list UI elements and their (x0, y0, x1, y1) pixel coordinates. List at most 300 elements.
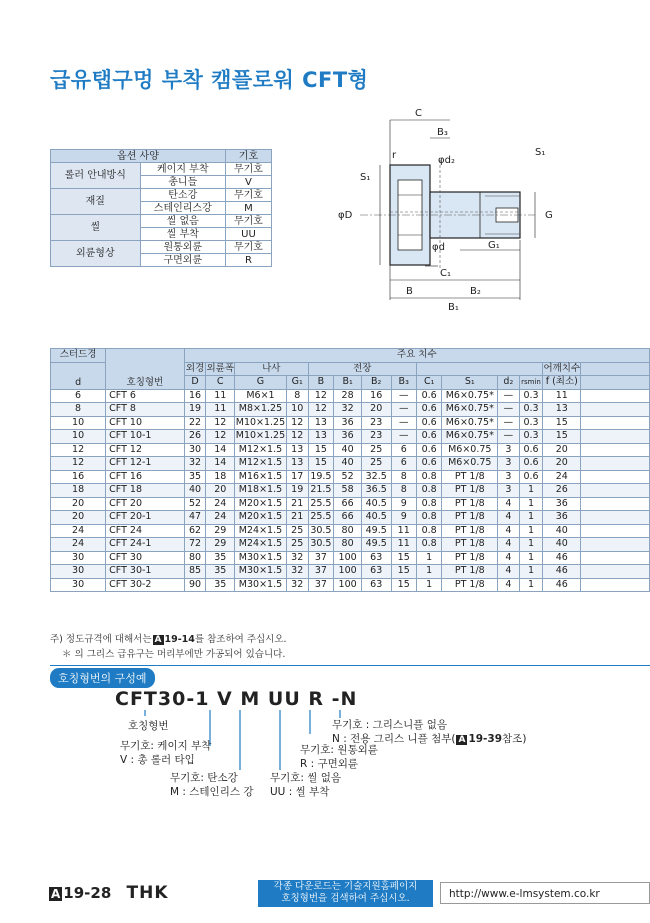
spec-cell: 32 (184, 457, 206, 471)
spec-cell: PT 1/8 (442, 565, 498, 579)
ref-page: 19-14 (164, 634, 195, 645)
spec-cell: 10 (51, 416, 106, 430)
spec-cell: 16 (361, 389, 391, 403)
spec-row (51, 470, 650, 484)
label-shape-1: 무기호: 원통외륜 (300, 744, 378, 756)
spec-cell: 17 (286, 470, 308, 484)
option-name: 스테인리스강 (140, 202, 225, 215)
spec-row (51, 511, 650, 525)
spec-cell: 49.5 (361, 524, 391, 538)
spec-cell: 15 (543, 416, 581, 430)
spec-cell: 1 (416, 551, 442, 565)
spec-cell: 0.8 (416, 524, 442, 538)
spec-cell: 0.6 (519, 470, 543, 484)
spec-row (51, 551, 650, 565)
spec-cell: 1 (519, 484, 543, 498)
spec-cell: 4 (498, 538, 519, 552)
spec-cell: PT 1/8 (442, 578, 498, 592)
spec-cell: 6 (391, 443, 416, 457)
spec-cell: 1 (519, 551, 543, 565)
spec-cell: 35 (206, 578, 235, 592)
spec-cell: 9 (391, 511, 416, 525)
option-name: 씰 없음 (140, 215, 225, 228)
spec-cell: 15 (391, 551, 416, 565)
label-nipple-2-suffix: 참조) (502, 733, 527, 745)
spec-cell-empty (581, 538, 650, 552)
spec-cell-model: CFT 20 (106, 497, 184, 511)
spec-cell: 4 (498, 565, 519, 579)
spec-cell: 0.6 (416, 389, 442, 403)
spec-cell: 16 (51, 470, 106, 484)
spec-cell: 12 (308, 389, 334, 403)
spec-col-C1: C₁ (416, 376, 442, 390)
spec-cell-model: CFT 18 (106, 484, 184, 498)
spec-cell: — (391, 389, 416, 403)
spec-cell: 63 (361, 551, 391, 565)
spec-header-d: d (51, 362, 106, 389)
spec-cell: 12 (286, 416, 308, 430)
spec-cell-empty (581, 524, 650, 538)
spec-cell: 20 (51, 511, 106, 525)
spec-header-outer: 외경 (185, 362, 205, 374)
spec-header-width: 외륜폭 (206, 362, 234, 374)
spec-cell: 1 (519, 578, 543, 592)
spec-cell: 15 (391, 565, 416, 579)
spec-col-D: D (184, 376, 206, 390)
spec-col-f-letter: f (545, 376, 550, 388)
spec-cell: — (498, 430, 519, 444)
spec-cell: 9 (391, 497, 416, 511)
spec-cell-empty (581, 470, 650, 484)
spec-cell: — (498, 403, 519, 417)
spec-cell: 1 (519, 524, 543, 538)
option-group: 롤러 안내방식 (51, 163, 141, 189)
spec-cell: 90 (184, 578, 206, 592)
dim-d2: φd₂ (438, 155, 455, 166)
spec-cell: 85 (184, 565, 206, 579)
spec-cell: 18 (206, 470, 235, 484)
spec-cell-empty (581, 511, 650, 525)
spec-cell: 100 (334, 565, 362, 579)
spec-col-B2: B₂ (361, 376, 391, 390)
spec-cell: 32 (286, 551, 308, 565)
spec-cell: 0.6 (416, 430, 442, 444)
spec-cell: — (498, 389, 519, 403)
spec-header-screw: 나사 (235, 362, 309, 376)
spec-cell-model: CFT 10 (106, 416, 184, 430)
spec-cell-empty (581, 430, 650, 444)
spec-cell: 12 (51, 443, 106, 457)
spec-cell: 10 (51, 430, 106, 444)
spec-cell: 11 (391, 538, 416, 552)
spec-cell: 0.3 (519, 403, 543, 417)
spec-cell: 11 (206, 389, 235, 403)
spec-cell: 30 (51, 565, 106, 579)
spec-cell: 0.6 (416, 403, 442, 417)
option-name: 총니들 (140, 176, 225, 189)
spec-cell-empty (581, 416, 650, 430)
note-1 (50, 631, 287, 645)
option-symbol: 무기호 (225, 241, 271, 254)
spec-cell: 12 (206, 416, 235, 430)
spec-cell: 1 (416, 565, 442, 579)
options-header-spec: 옵션 사양 (51, 150, 226, 163)
label-seal-2: UU : 씰 부착 (270, 786, 330, 798)
spec-cell: 0.8 (416, 497, 442, 511)
dim-G1: G₁ (488, 240, 500, 251)
spec-cell: 3 (498, 470, 519, 484)
spec-cell: 30.5 (308, 538, 334, 552)
spec-cell: 15 (308, 457, 334, 471)
spec-cell: PT 1/8 (442, 470, 498, 484)
spec-cell: 1 (519, 565, 543, 579)
dim-B: B (406, 286, 413, 297)
spec-cell: 4 (498, 551, 519, 565)
spec-cell: 36 (334, 430, 362, 444)
spec-cell: 4 (498, 578, 519, 592)
spec-cell: 24 (51, 524, 106, 538)
spec-cell: 25 (361, 443, 391, 457)
spec-cell: 80 (184, 551, 206, 565)
dim-d: φd (432, 242, 445, 253)
spec-cell-model: CFT 8 (106, 403, 184, 417)
spec-cell: 1 (519, 497, 543, 511)
spec-cell: M8×1.25 (235, 403, 287, 417)
spec-cell: 30 (51, 578, 106, 592)
page-number-text: 19-28 (63, 884, 112, 902)
label-material-2: M : 스테인리스 강 (170, 786, 254, 798)
spec-col-C: C (206, 376, 235, 390)
spec-cell: 24 (543, 470, 581, 484)
spec-cell: 40.5 (361, 497, 391, 511)
spec-cell: 47 (184, 511, 206, 525)
spec-col-S1: S₁ (442, 376, 498, 390)
spec-cell: 32 (286, 565, 308, 579)
spec-cell: 25.5 (308, 511, 334, 525)
spec-row (51, 457, 650, 471)
spec-row (51, 416, 650, 430)
spec-cell: PT 1/8 (442, 484, 498, 498)
download-notice-line-2: 호칭형번을 검색하여 주십시오. (281, 893, 410, 904)
spec-cell: M30×1.5 (235, 551, 287, 565)
page-a-badge: A (51, 887, 61, 901)
spec-cell: PT 1/8 (442, 538, 498, 552)
spec-cell: 32 (334, 403, 362, 417)
ref-page: 19-39 (468, 733, 503, 745)
label-model: 호칭형번 (128, 720, 169, 732)
spec-cell: PT 1/8 (442, 497, 498, 511)
spec-cell: 13 (543, 403, 581, 417)
spec-cell: 25 (286, 538, 308, 552)
spec-cell: 29 (206, 524, 235, 538)
page-title: 급유탭구멍 부착 캠플로워 CFT형 (50, 68, 369, 92)
spec-cell: 0.3 (519, 430, 543, 444)
spec-col-f (543, 376, 581, 390)
spec-cell: 52 (334, 470, 362, 484)
spec-cell: 46 (543, 565, 581, 579)
cam-follower-drawing (320, 100, 650, 315)
spec-cell: 36 (543, 497, 581, 511)
spec-cell: PT 1/8 (442, 524, 498, 538)
spec-cell: 11 (206, 403, 235, 417)
spec-row (51, 403, 650, 417)
spec-cell: 12 (206, 430, 235, 444)
spec-cell: 19 (286, 484, 308, 498)
label-material-1: 무기호: 탄소강 (170, 772, 238, 784)
dim-S1-right: S₁ (535, 147, 546, 158)
spec-col-G: G (235, 376, 287, 390)
spec-cell: 0.6 (416, 457, 442, 471)
spec-cell: 0.6 (416, 416, 442, 430)
website-link[interactable]: http://www.e-lmsystem.co.kr (440, 882, 650, 904)
spec-row (51, 565, 650, 579)
spec-cell: 22 (184, 416, 206, 430)
option-symbol: 무기호 (225, 189, 271, 202)
spec-cell: 25.5 (308, 497, 334, 511)
spec-cell: 80 (334, 538, 362, 552)
spec-cell: 8 (286, 389, 308, 403)
spec-cell: M16×1.5 (235, 470, 287, 484)
spec-cell: M6×0.75 (442, 457, 498, 471)
spec-col-rsmin: rsmin (519, 376, 543, 390)
spec-cell-model: CFT 24 (106, 524, 184, 538)
option-symbol: 무기호 (225, 163, 271, 176)
spec-cell: 30 (184, 443, 206, 457)
dim-r: r (392, 150, 397, 161)
spec-cell: M18×1.5 (235, 484, 287, 498)
spec-col-f-min: (최소) (552, 376, 578, 388)
spec-cell: 36 (334, 416, 362, 430)
spec-cell: M30×1.5 (235, 565, 287, 579)
spec-cell: 0.6 (519, 443, 543, 457)
spec-cell: 4 (498, 497, 519, 511)
spec-cell: 8 (51, 403, 106, 417)
spec-cell: 19.5 (308, 470, 334, 484)
spec-cell: 40 (184, 484, 206, 498)
spec-cell: 14 (206, 457, 235, 471)
spec-cell: 13 (286, 457, 308, 471)
spec-cell-empty (581, 389, 650, 403)
dim-C1: C₁ (440, 268, 451, 279)
spec-cell: 37 (308, 578, 334, 592)
label-nipple-1: 무기호 : 그리스니플 없음 (332, 719, 447, 731)
spec-cell: 26 (543, 484, 581, 498)
ref-a-badge: A (154, 635, 162, 645)
spec-cell: — (391, 403, 416, 417)
spec-cell: 24 (206, 511, 235, 525)
spec-cell: 0.3 (519, 389, 543, 403)
spec-cell: 36.5 (361, 484, 391, 498)
spec-cell: 0.8 (416, 470, 442, 484)
spec-cell: 52 (184, 497, 206, 511)
label-seal-1: 무기호: 씰 없음 (270, 772, 342, 784)
spec-cell-model: CFT 30-2 (106, 578, 184, 592)
spec-cell: 46 (543, 578, 581, 592)
spec-cell: 4 (498, 524, 519, 538)
spec-cell: 28 (334, 389, 362, 403)
spec-cell: 0.3 (519, 416, 543, 430)
dim-G: G (545, 210, 553, 221)
label-shape-2: R : 구면외륜 (300, 758, 359, 770)
spec-cell: 32.5 (361, 470, 391, 484)
spec-cell: 0.6 (519, 457, 543, 471)
spec-cell: M6×0.75* (442, 403, 498, 417)
spec-cell: 62 (184, 524, 206, 538)
spec-cell-empty (581, 497, 650, 511)
spec-cell: M6×0.75* (442, 389, 498, 403)
spec-cell: 8 (391, 470, 416, 484)
label-roller-1: 무기호: 케이지 부착 (120, 740, 212, 752)
dim-B2: B₂ (470, 286, 481, 297)
option-name: 케이지 부착 (140, 163, 225, 176)
spec-cell: 3 (498, 443, 519, 457)
spec-cell: 20 (543, 443, 581, 457)
option-symbol: 무기호 (225, 215, 271, 228)
spec-cell: M10×1.25 (235, 416, 286, 428)
spec-cell: M6×0.75* (442, 430, 498, 444)
note-2: ＊ 의 그리스 급유구는 머리부에만 가공되어 있습니다. (62, 649, 286, 660)
spec-cell: 0.8 (416, 484, 442, 498)
spec-cell: M10×1.25 (235, 430, 286, 442)
spec-cell: 20 (206, 484, 235, 498)
spec-cell: 100 (334, 578, 362, 592)
spec-cell: 8 (391, 484, 416, 498)
spec-cell: 29 (206, 538, 235, 552)
spec-cell: 25 (361, 457, 391, 471)
spec-cell: 12 (51, 457, 106, 471)
spec-cell: 25 (286, 524, 308, 538)
spec-cell: 15 (308, 443, 334, 457)
example-heading: 호칭형번의 구성예 (50, 668, 155, 688)
note-1-text: 주) 정도규격에 대해서는 (50, 634, 152, 645)
spec-cell: 35 (206, 551, 235, 565)
spec-cell: 14 (206, 443, 235, 457)
spec-cell: 26 (184, 430, 206, 444)
spec-table-body (51, 389, 650, 592)
spec-cell: 15 (391, 578, 416, 592)
spec-cell: 35 (206, 565, 235, 579)
note-1-suffix: 를 참조하여 주십시오. (194, 634, 287, 645)
spec-cell: 21.5 (308, 484, 334, 498)
spec-cell-model: CFT 12 (106, 443, 184, 457)
option-name: 탄소강 (140, 189, 225, 202)
spec-cell: 63 (361, 565, 391, 579)
spec-cell: M20×1.5 (235, 497, 287, 511)
spec-cell: PT 1/8 (442, 551, 498, 565)
spec-cell: 18 (51, 484, 106, 498)
spec-header-length: 전장 (308, 362, 416, 376)
spec-cell: 23 (361, 416, 391, 430)
spec-cell: 3 (498, 484, 519, 498)
spec-cell: 6 (51, 389, 106, 403)
spec-cell: 6 (391, 457, 416, 471)
spec-cell: 100 (334, 551, 362, 565)
spec-cell: 37 (308, 551, 334, 565)
spec-cell-empty (581, 551, 650, 565)
spec-row (51, 389, 650, 403)
spec-cell: 32 (286, 578, 308, 592)
spec-cell: 46 (543, 551, 581, 565)
spec-cell: 40 (543, 524, 581, 538)
spec-cell: 15 (543, 430, 581, 444)
download-notice-line-1: 각종 다운로드는 기술지원홈페이지 (273, 881, 418, 892)
spec-cell-model: CFT 24-1 (106, 538, 184, 552)
spec-cell: 21 (286, 511, 308, 525)
option-group: 씰 (51, 215, 141, 241)
brand-logo: THK (126, 883, 169, 903)
spec-cell: 3 (498, 457, 519, 471)
spec-cell-empty (581, 403, 650, 417)
dim-C: C (415, 108, 422, 119)
option-symbol: R (225, 254, 271, 267)
option-symbol: V (225, 176, 271, 189)
spec-cell: 12 (286, 430, 308, 444)
dim-D: φD (338, 210, 353, 221)
spec-cell: 11 (391, 524, 416, 538)
label-roller-2: V : 총 롤러 타입 (120, 754, 195, 766)
spec-cell: 66 (334, 511, 362, 525)
spec-col-d2: d₂ (498, 376, 519, 390)
spec-cell: 1 (416, 578, 442, 592)
spec-cell: 72 (184, 538, 206, 552)
spec-row (51, 484, 650, 498)
spec-cell-empty (581, 484, 650, 498)
spec-cell: 0.8 (416, 538, 442, 552)
example-code: CFT30-1 V M UU R -N (115, 688, 358, 710)
spec-cell: 24 (206, 497, 235, 511)
option-name: 씰 부착 (140, 228, 225, 241)
spec-cell: 20 (361, 403, 391, 417)
spec-col-B3: B₃ (391, 376, 416, 390)
label-nipple-2 (332, 731, 526, 746)
option-group: 외륜형상 (51, 241, 141, 267)
spec-cell: 58 (334, 484, 362, 498)
spec-header-model: 호칭형번 (106, 349, 184, 390)
spec-cell-empty (581, 457, 650, 471)
spec-cell: 49.5 (361, 538, 391, 552)
spec-cell: — (391, 430, 416, 444)
spec-cell: 35 (184, 470, 206, 484)
spec-cell: 11 (543, 389, 581, 403)
option-symbol: M (225, 202, 271, 215)
spec-cell: PT 1/8 (442, 511, 498, 525)
spec-cell: M6×0.75 (442, 443, 498, 457)
spec-cell: 20 (543, 457, 581, 471)
spec-cell: 40.5 (361, 511, 391, 525)
spec-row (51, 524, 650, 538)
spec-cell: 13 (308, 416, 334, 430)
page-number (48, 883, 169, 903)
spec-cell: M12×1.5 (235, 457, 287, 471)
spec-cell: 80 (334, 524, 362, 538)
dim-B1: B₁ (448, 302, 459, 313)
download-notice (258, 880, 433, 907)
spec-cell: M24×1.5 (235, 538, 287, 552)
dim-S1-left: S₁ (360, 172, 371, 183)
spec-header-stud: 스터드경 (51, 349, 106, 363)
spec-cell: 40 (334, 443, 362, 457)
spec-cell: 13 (308, 430, 334, 444)
spec-col-G1: G₁ (286, 376, 308, 390)
spec-cell-model: CFT 30-1 (106, 565, 184, 579)
spec-row (51, 538, 650, 552)
spec-cell-model: CFT 12-1 (106, 457, 184, 471)
spec-cell-model: CFT 20-1 (106, 511, 184, 525)
spec-cell: 30 (51, 551, 106, 565)
spec-cell: 24 (51, 538, 106, 552)
spec-cell-model: CFT 16 (106, 470, 184, 484)
spec-cell: 16 (184, 389, 206, 403)
